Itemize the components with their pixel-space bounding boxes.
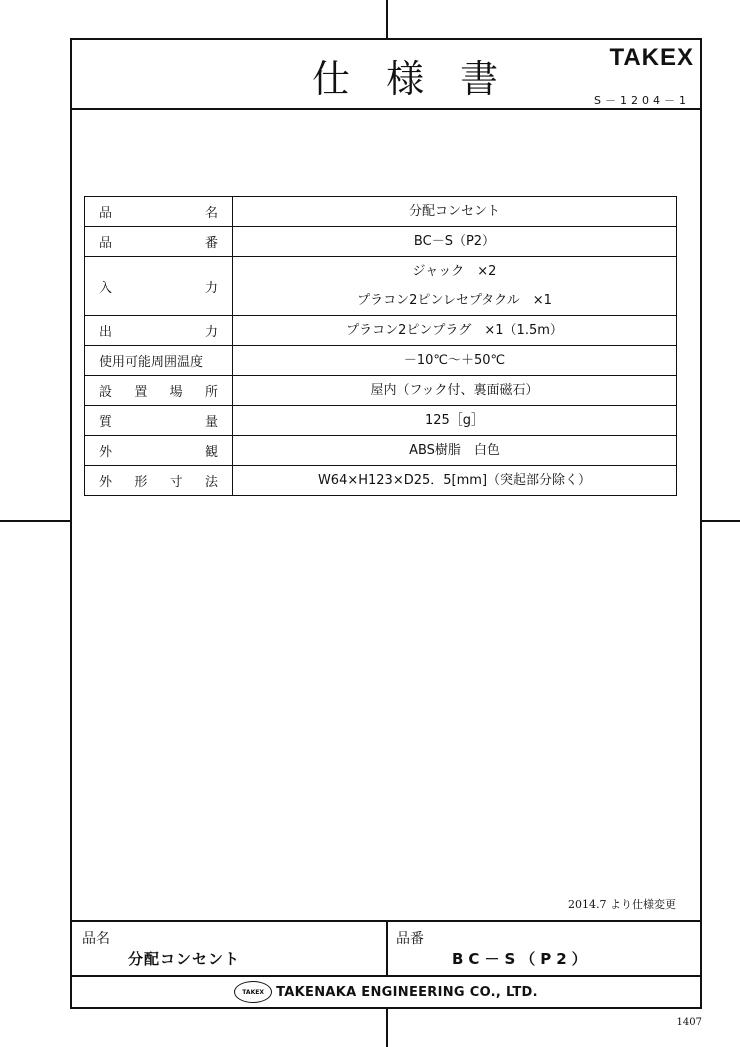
spec-label-char: 使用可能周囲温度	[99, 355, 204, 370]
spec-row	[85, 197, 677, 227]
spec-value	[233, 316, 677, 346]
spec-value-line: BC－S（P2）	[413, 234, 496, 249]
spec-value	[233, 257, 677, 316]
spec-value-line: 屋内（フック付、裏面磁石）	[370, 383, 539, 398]
spec-value-line: プラコン2ピンレセプタクル ×1	[357, 293, 552, 308]
spec-label	[85, 436, 233, 466]
spec-label	[85, 227, 233, 257]
spec-label-char: 出	[99, 325, 113, 340]
spec-label-text	[99, 351, 218, 370]
spec-value-line: W64×H123×D25．5[mm]（突起部分除く）	[317, 473, 592, 488]
product-info-block	[72, 920, 700, 977]
spec-label-char: 外	[99, 475, 113, 490]
spec-label-text	[99, 277, 218, 296]
company-name: TAKENAKA ENGINEERING CO., LTD.	[276, 984, 538, 1000]
spec-label-char: 質	[99, 415, 113, 430]
spec-label-text	[99, 381, 218, 400]
spec-label-char: 品	[99, 236, 113, 251]
spec-value-line: プラコン2ピンプラグ ×1（1.5m）	[346, 323, 563, 338]
spec-label-char: 力	[204, 325, 218, 340]
spec-value	[233, 436, 677, 466]
spec-row	[85, 436, 677, 466]
spec-label-text	[99, 441, 218, 460]
spec-value-line: －10℃～＋50℃	[403, 353, 506, 368]
spec-value	[233, 376, 677, 406]
spec-value-line: 分配コンセント	[408, 204, 500, 219]
spec-label-char: 量	[204, 415, 218, 430]
company-emblem: TAKEX	[234, 981, 272, 1003]
spec-label	[85, 316, 233, 346]
spec-label-char: 設	[99, 385, 113, 400]
product-code-value: BC－S（P2）	[452, 950, 592, 968]
spec-value	[233, 346, 677, 376]
crop-mark-right	[702, 520, 740, 522]
spec-label-char: 形	[134, 475, 148, 490]
spec-value	[233, 406, 677, 436]
spec-label-char: 名	[204, 206, 218, 221]
spec-row	[85, 257, 677, 316]
document-number: S－1204－1	[594, 94, 690, 107]
spec-label-char: 番	[204, 236, 218, 251]
brand-logo: TAKEX	[609, 44, 694, 71]
crop-mark-bottom	[386, 1009, 388, 1047]
spec-row	[85, 376, 677, 406]
spec-label-text	[99, 202, 218, 221]
spec-label-char: 観	[204, 445, 218, 460]
change-note: 2014.7 より仕様変更	[568, 898, 676, 911]
spec-table	[84, 196, 677, 496]
spec-label-char: 置	[134, 385, 148, 400]
spec-value	[233, 197, 677, 227]
spec-label-text	[99, 232, 218, 251]
spec-label-text	[99, 321, 218, 340]
spec-row	[85, 346, 677, 376]
document-title: 仕 様 書	[312, 57, 511, 101]
spec-label	[85, 257, 233, 316]
spec-label-char: 入	[99, 280, 113, 296]
spec-row	[85, 406, 677, 436]
company-block	[72, 977, 700, 1007]
spec-label	[85, 376, 233, 406]
crop-mark-left	[0, 520, 70, 522]
spec-value-line: ABS樹脂 白色	[409, 443, 500, 458]
spec-value-line: 125［g］	[424, 413, 485, 428]
spec-value-line: ジャック ×2	[412, 264, 497, 279]
spec-label-char: 外	[99, 445, 113, 460]
spec-label-text	[99, 411, 218, 430]
spec-label-char: 法	[204, 475, 218, 490]
title-block	[72, 40, 700, 110]
spec-row	[85, 316, 677, 346]
spec-value	[233, 227, 677, 257]
spec-label	[85, 197, 233, 227]
spec-value	[233, 466, 677, 496]
product-name-value: 分配コンセント	[128, 950, 241, 968]
spec-label	[85, 466, 233, 496]
spec-sheet	[70, 38, 702, 1009]
product-name-label: 品名	[82, 931, 110, 947]
info-divider	[386, 922, 388, 977]
spec-label-char: 所	[204, 385, 218, 400]
crop-mark-top	[386, 0, 388, 38]
spec-row	[85, 466, 677, 496]
spec-label-char: 力	[204, 280, 218, 296]
product-code-label: 品番	[396, 931, 424, 947]
spec-label-char: 寸	[169, 475, 183, 490]
spec-label-char: 品	[99, 206, 113, 221]
spec-label-char: 場	[169, 385, 183, 400]
spec-row	[85, 227, 677, 257]
spec-label	[85, 406, 233, 436]
revision-code: 1407	[676, 1017, 702, 1028]
spec-label-text	[99, 471, 218, 490]
spec-label	[85, 346, 233, 376]
